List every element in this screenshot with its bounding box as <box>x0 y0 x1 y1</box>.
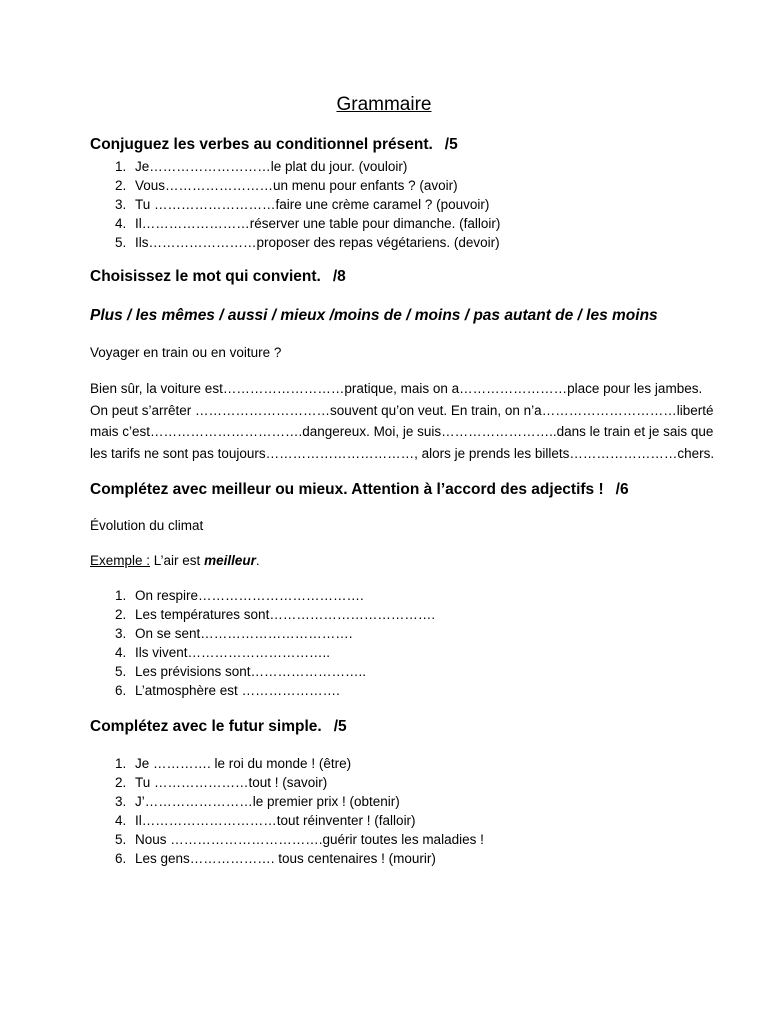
list-item: 1. Je………………………le plat du jour. (vouloir) <box>115 159 408 174</box>
section4-heading <box>90 718 347 736</box>
list-item: 3. J’……………………le premier prix ! (obtenir) <box>115 794 400 809</box>
example-word: meilleur <box>204 553 256 568</box>
section3-heading <box>90 481 629 499</box>
section4-score: /5 <box>333 718 347 735</box>
list-item: 5. Nous …………………………….guérir toutes les maladies ! <box>115 832 484 847</box>
list-item: 4. Il…………………………tout réinventer ! (falloir) <box>115 813 416 828</box>
list-item: 2. Vous……………………un menu pour enfants ? (avoir) <box>115 178 458 193</box>
list-item: 4. Il……………………réserver une table pour dimanche. (falloir) <box>115 216 501 231</box>
example-text: L’air est <box>150 553 205 568</box>
section1-heading-text: Conjuguez les verbes au conditionnel présent. <box>90 136 433 153</box>
list-item: 4. Ils vivent………………………….. <box>115 645 331 660</box>
list-item: 6. L’atmosphère est …………………. <box>115 683 340 698</box>
list-item: 2. Tu …………………tout ! (savoir) <box>115 775 328 790</box>
section1-score: /5 <box>444 136 458 153</box>
section2-score: /8 <box>332 268 346 285</box>
list-item: 1. Je …………. le roi du monde ! (être) <box>115 756 352 771</box>
section2-subtitle: Voyager en train ou en voiture ? <box>90 345 282 360</box>
example-end: . <box>255 553 260 568</box>
page-title: Grammaire <box>336 94 432 115</box>
paragraph-line: Bien sûr, la voiture est………………………pratique, mais on a……………………place pour les jambes. <box>90 381 703 396</box>
section1-list <box>115 157 500 252</box>
list-item: 3. Tu ………………………faire une crème caramel ? (pouvoir) <box>115 197 490 212</box>
section3-list <box>115 586 435 700</box>
paragraph-line: On peut s’arrêter …………………………souvent qu’on veut. En train, on n’a…………………………liberté <box>90 402 714 418</box>
example-label: Exemple : <box>90 553 151 568</box>
section4-list <box>115 754 484 868</box>
section2-heading-text: Choisissez le mot qui convient. <box>90 268 321 285</box>
section3-heading-text: Complétez avec meilleur ou mieux. Attention à l’accord des adjectifs ! <box>90 481 604 498</box>
list-item: 6. Les gens………………. tous centenaires ! (mourir) <box>115 851 436 866</box>
list-item: 5. Ils……………………proposer des repas végétariens. (devoir) <box>115 235 500 250</box>
list-item: 2. Les températures sont………………………………. <box>115 607 436 622</box>
section3-score: /6 <box>615 481 629 498</box>
paragraph-line: mais c’est…………………………….dangereux. Moi, je suis……………………..dans le train et je sais que <box>90 424 714 440</box>
section4-heading-text: Complétez avec le futur simple. <box>90 718 322 735</box>
fill-in-paragraph <box>90 378 715 465</box>
section2-heading <box>90 268 346 286</box>
word-bank: Plus / les mêmes / aussi / mieux /moins de / moins / pas autant de / les moins <box>90 307 658 324</box>
section3-subtitle: Évolution du climat <box>90 518 204 533</box>
example-line <box>90 553 260 568</box>
list-item: 1. On respire………………………………. <box>115 588 364 603</box>
list-item: 5. Les prévisions sont…………………….. <box>115 664 367 679</box>
section1-heading <box>90 136 458 154</box>
paragraph-line: les tarifs ne sont pas toujours……………………………, alors je prends les billets……………………chers. <box>90 446 715 462</box>
list-item: 3. On se sent……………………………. <box>115 626 353 641</box>
